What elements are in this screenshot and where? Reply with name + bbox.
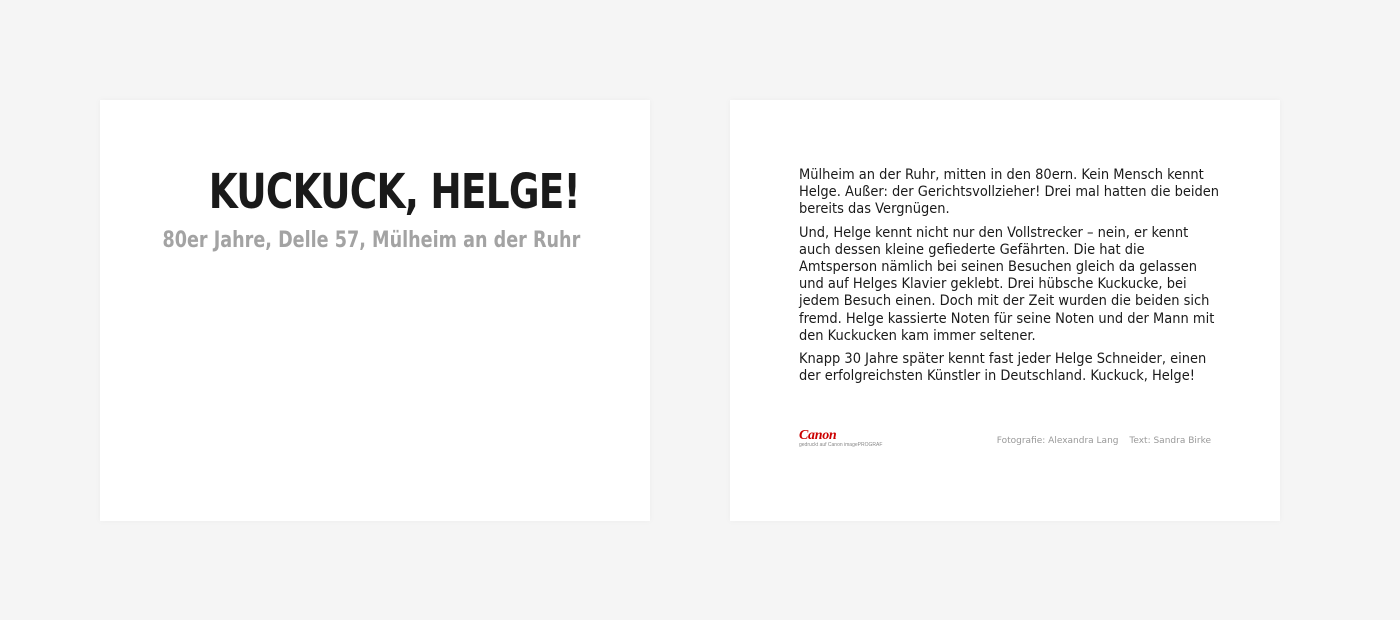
photo-credit: Fotografie: Alexandra Lang xyxy=(996,436,1119,446)
text-card xyxy=(730,100,1280,521)
subline: 80er Jahre, Delle 57, Mülheim an der Ruhr xyxy=(162,228,580,253)
paragraph: Knapp 30 Jahre später kennt fast jeder Helge Schneider, einen der erfolgreichsten Künstler in Deutschland. Kuckuck, Helge! xyxy=(799,351,1207,385)
title-card xyxy=(100,100,650,521)
headline: KUCKUCK, HELGE! xyxy=(208,164,580,220)
paragraph: Mülheim an der Ruhr, mitten in den 80ern. Kein Mensch kennt Helge. Außer: der Gerichtsvollzieher! Drei mal hatten die beiden bereits das Vergnügen. xyxy=(799,167,1220,218)
canon-wordmark: Canon xyxy=(799,428,837,443)
credits xyxy=(997,435,1211,447)
canon-tagline: gedruckt auf Canon imagePROGRAF xyxy=(799,442,883,448)
canon-logo xyxy=(799,429,882,448)
paragraph: Und, Helge kennt nicht nur den Vollstrecker – nein, er kennt auch dessen kleine gefiederte Gefährten. Die hat die Amtsperson nämlich bei seinen Besuchen gleich da gelassen und auf Helges Klavier geklebt. Drei hübsche Kuckucke, bei jedem Besuch einen. Doch mit der Zeit wurden die beiden sich fremd. Helge kassierte Noten für seine Noten und der Mann mit den Kuckucken kam immer seltener. xyxy=(799,224,1215,344)
body-text xyxy=(799,167,1219,391)
text-credit: Text: Sandra Birke xyxy=(1129,436,1211,446)
